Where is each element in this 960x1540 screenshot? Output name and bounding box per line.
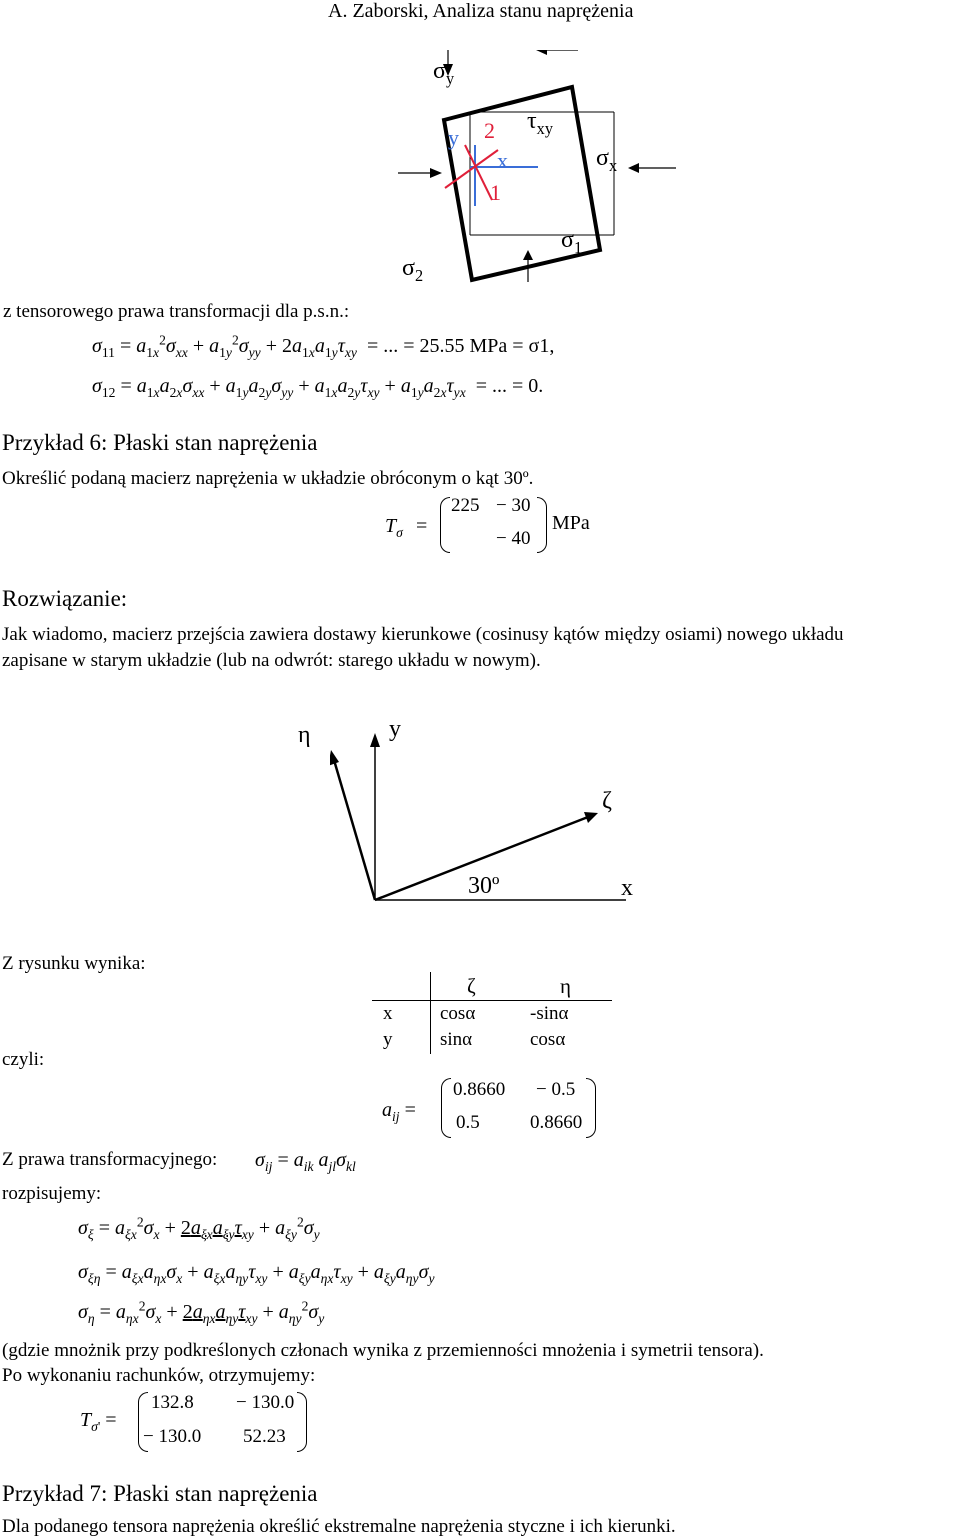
result-r2c1: − 130.0 xyxy=(143,1426,202,1447)
table-row-y-c2: cosα xyxy=(530,1029,566,1050)
zeta-axis-arrow xyxy=(584,812,598,823)
label-sigma-y-text: $\sigma_y$ xyxy=(433,58,455,88)
sigma-x-left-arrow-head xyxy=(430,168,442,178)
t-sigma-symbol xyxy=(385,515,403,538)
from-figure-text: Z rysunku wynika: xyxy=(2,953,146,974)
label-eta: η xyxy=(298,722,311,748)
example-6-heading: Przykład 6: Płaski stan naprężenia xyxy=(2,430,318,455)
transform-law-text: Z prawa transformacyjnego: xyxy=(2,1149,218,1170)
label-tau-xy-text: $\tau_{xy}$ xyxy=(527,108,553,138)
running-title: A. Zaborski, Analiza stanu naprężenia xyxy=(328,0,634,22)
solution-paragraph-line2: zapisane w starym układzie (lub na odwrót: starego układu w nowym). xyxy=(2,650,541,671)
example-7-task: Dla podanego tensora naprężenia określić ekstremalne naprężenia styczne i ich kierunki. xyxy=(2,1516,676,1537)
intro-sentence: z tensorowego prawa transformacji dla p.s.n.: xyxy=(3,301,350,322)
sigma-y-bottom-arrow-head xyxy=(523,250,533,260)
label-sigma-x-text-subscript: x xyxy=(608,155,618,175)
label-axis-y: y xyxy=(448,125,459,150)
aij-r2c2: 0.8660 xyxy=(530,1112,583,1133)
table-row-x-label: x xyxy=(383,1003,393,1024)
eta-axis-arrow xyxy=(330,750,339,766)
label-sigma-1 xyxy=(561,227,583,257)
label-sigma-y xyxy=(433,58,455,88)
table-vertical-rule xyxy=(430,972,431,1054)
table-row-x-c2: -sinα xyxy=(530,1003,569,1024)
t-sigma-r1c1: 225 xyxy=(451,495,480,516)
t-sigma-unit: MPa xyxy=(552,512,590,534)
label-sigma-1-text: $\sigma_1$ xyxy=(561,227,583,257)
aij-r1c1: 0.8660 xyxy=(453,1079,506,1100)
solution-paragraph-line1: Jak wiadomo, macierz przejścia zawiera dostawy kierunkowe (cosinusy kątów między osiami) nowego układu xyxy=(2,624,844,645)
rozpisujemy-text: rozpisujemy: xyxy=(2,1183,102,1204)
aij-r1c2: − 0.5 xyxy=(536,1079,576,1100)
equation-sigma-11: $\sigma_{11} = a_{1x}^2\sigma_{xx} + a_{1y}^2\sigma_{yy} + 2a_{1x}a_{1y}\tau_{xy}$ = ... = 25.55 MPa = σ1, xyxy=(92,332,555,360)
t-sigma-left-paren xyxy=(440,497,450,553)
label-angle: 30º xyxy=(468,873,500,899)
t-sigma-letter: T xyxy=(385,515,397,537)
example-6-task: Określić podaną macierz naprężenia w układzie obróconym o kąt 30º. xyxy=(2,468,534,489)
label-tau-xy xyxy=(527,108,553,138)
table-row-y-label: y xyxy=(383,1029,393,1050)
result-r1c1: 132.8 xyxy=(151,1392,194,1413)
label-axis-1: 1 xyxy=(490,180,501,205)
label-sigma-x-text: $\sigma_x$ xyxy=(596,145,618,175)
t-sigma-r1c2: − 30 xyxy=(496,495,531,516)
table-row-y-c1: sinα xyxy=(440,1029,473,1050)
czyli-text: czyli: xyxy=(2,1049,45,1070)
table-header-rule xyxy=(372,1000,612,1001)
eta-axis-line xyxy=(334,760,375,900)
equation-sigma-xi-eta: $\sigma_{\xi\eta} = a_{\xi x}a_{\eta x}\sigma_x + a_{\xi x}a_{\eta y}\tau_{xy} + a_{\xi y}a_{\eta x}\tau_{xy} + a_{\xi y}a_{\eta y}\sigma_y$ xyxy=(78,1261,435,1286)
aij-r2c1: 0.5 xyxy=(456,1112,480,1133)
label-y: y xyxy=(389,716,401,742)
t-sigma-sub: σ xyxy=(396,525,403,540)
after-calc-text: Po wykonaniu rachunków, otrzymujemy: xyxy=(2,1365,316,1386)
aij-right-paren xyxy=(586,1078,596,1138)
tau-xy-arrow-head xyxy=(536,50,547,55)
result-right-paren xyxy=(297,1392,307,1452)
aij-left-paren xyxy=(441,1078,451,1138)
t-sigma-r2c2: − 40 xyxy=(496,528,531,549)
label-sigma-1-text-subscript: 1 xyxy=(573,237,583,257)
label-axis-2: 2 xyxy=(484,118,495,143)
stress-element-figure xyxy=(380,50,680,295)
label-sigma-x xyxy=(596,145,618,175)
equation-sigma-eta: $\sigma_\eta = a_{\eta x}^2\sigma_x + 2a_{\eta x}a_{\eta y}\tau_{xy} + a_{\eta y}^2\sigma_y$ xyxy=(78,1298,325,1326)
label-sigma-2 xyxy=(402,255,424,285)
table-header-zeta: ζ xyxy=(467,974,476,998)
label-sigma-2-text: $\sigma_2$ xyxy=(402,255,424,285)
equation-sigma-12: $\sigma_{12} = a_{1x}a_{2x}\sigma_{xx} + a_{1y}a_{2y}\sigma_{yy} + a_{1x}a_{2y}\tau_{xy} + a_{1y}a_{2x}\tau_{yx}$ = ... = 0. xyxy=(92,375,544,400)
y-axis-arrow xyxy=(370,733,380,747)
label-x: x xyxy=(621,875,633,901)
t-sigma-right-paren xyxy=(537,497,547,553)
transform-law-formula: $\sigma_{ij} = a_{ik}$ $a_{jl}\sigma_{kl}$ xyxy=(255,1149,356,1174)
label-zeta: ζ xyxy=(602,788,612,814)
result-r1c2: − 130.0 xyxy=(236,1392,295,1413)
t-sigma-equals: = xyxy=(416,515,428,537)
label-sigma-2-text-subscript: 2 xyxy=(414,265,424,285)
example-7-heading: Przykład 7: Płaski stan naprężenia xyxy=(2,1481,318,1506)
equation-sigma-11-result: = ... = 25.55 MPa = σ1, xyxy=(366,335,555,357)
table-header-eta: η xyxy=(560,974,571,998)
label-axis-x: x xyxy=(497,148,508,173)
aij-symbol: $a_{ij}$ = xyxy=(382,1099,416,1124)
equation-sigma-12-result: = ... = 0. xyxy=(475,375,544,397)
label-tau-xy-text-subscript: xy xyxy=(536,118,553,138)
equation-sigma-xi: $\sigma_\xi = a_{\xi x}^2\sigma_x + 2a_{\xi x}a_{\xi y}\tau_{xy} + a_{\xi y}^2\sigma_y$ xyxy=(78,1214,320,1242)
result-r2c2: 52.23 xyxy=(243,1426,286,1447)
sigma-x-arrow-head xyxy=(628,163,639,173)
solution-heading: Rozwiązanie: xyxy=(2,586,128,611)
table-row-x-c1: cosα xyxy=(440,1003,476,1024)
t-sigma-prime-symbol: $T_{\sigma'}$ = xyxy=(80,1409,117,1434)
note-text: (gdzie mnożnik przy podkreślonych członach wynika z przemienności mnożenia i symetrii tensora). xyxy=(2,1340,764,1361)
principal-axis-1 xyxy=(465,145,492,200)
label-sigma-y-text-subscript: y xyxy=(445,68,455,88)
